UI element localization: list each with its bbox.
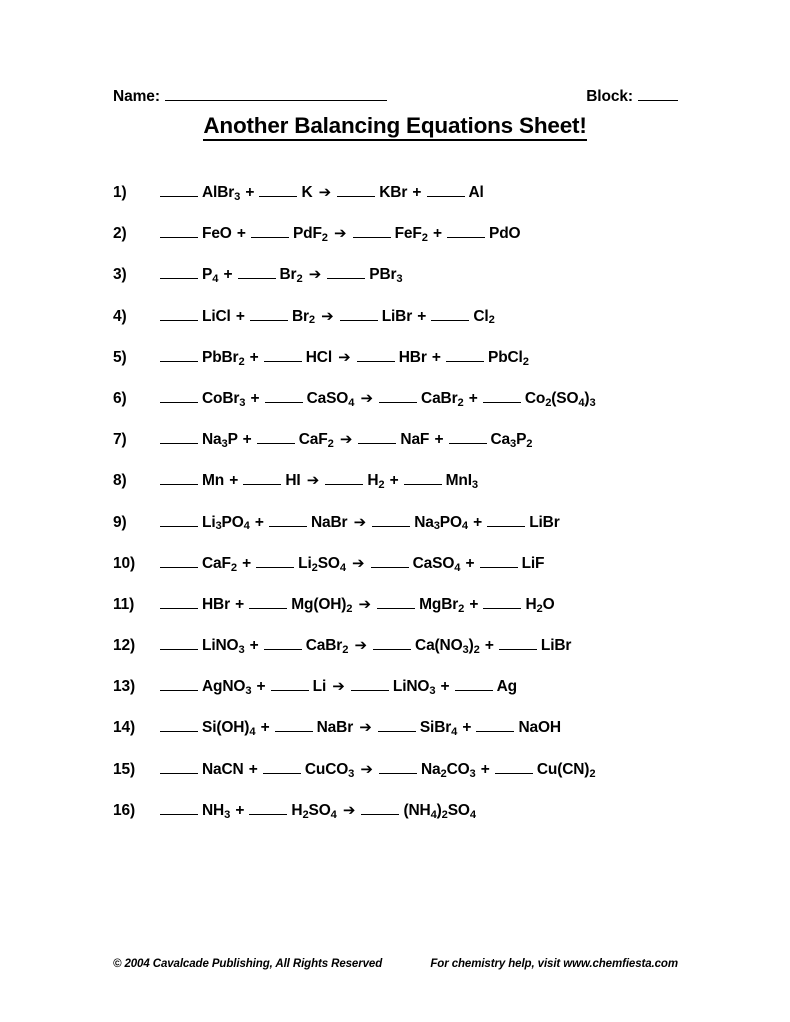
- coefficient-blank[interactable]: [446, 361, 484, 362]
- subscript: 2: [526, 438, 533, 451]
- chemical-formula: MnI$_3$: [445, 472, 478, 492]
- coefficient-blank[interactable]: [250, 320, 288, 321]
- equation-row: [113, 636, 713, 677]
- equation-body: [160, 265, 402, 284]
- subscript: 3: [224, 808, 231, 821]
- equation-body: [160, 718, 561, 737]
- coefficient-blank[interactable]: [249, 608, 287, 609]
- plus-sign: +: [462, 719, 472, 737]
- coefficient-blank[interactable]: [449, 443, 487, 444]
- coefficient-blank[interactable]: [160, 402, 198, 403]
- equation-body: [160, 677, 517, 696]
- subscript: 4: [212, 273, 219, 286]
- coefficient-blank[interactable]: [275, 731, 313, 732]
- coefficient-blank[interactable]: [259, 196, 297, 197]
- equation-row: [113, 389, 713, 430]
- equation-number: 5): [113, 348, 127, 366]
- equation-number: 2): [113, 225, 127, 243]
- equation-number: 9): [113, 513, 127, 531]
- chemical-formula: Ag: [496, 678, 517, 696]
- coefficient-blank[interactable]: [431, 320, 469, 321]
- plus-sign: +: [248, 760, 258, 778]
- subscript: 2: [441, 808, 448, 821]
- coefficient-blank[interactable]: [160, 484, 198, 485]
- coefficient-blank[interactable]: [379, 402, 417, 403]
- chemical-formula: FeF$_2$: [394, 225, 428, 245]
- reaction-arrow-icon: ➔: [308, 265, 322, 284]
- equation-body: [160, 595, 554, 614]
- subscript: 3: [238, 643, 245, 656]
- chemical-formula: $Na_3P$: [202, 431, 238, 451]
- plus-sign: +: [256, 678, 266, 696]
- coefficient-blank[interactable]: [160, 361, 198, 362]
- coefficient-blank[interactable]: [160, 773, 198, 774]
- coefficient-blank[interactable]: [427, 196, 465, 197]
- equation-number: 15): [113, 760, 135, 778]
- chemical-formula: PBr$_3$: [369, 266, 403, 286]
- subscript: 3: [429, 685, 436, 698]
- footer-copyright: © 2004 Cavalcade Publishing, All Rights Reserved: [113, 958, 383, 970]
- equation-body: [160, 554, 544, 573]
- reaction-arrow-icon: ➔: [360, 388, 373, 407]
- coefficient-blank[interactable]: [404, 484, 442, 485]
- plus-sign: +: [236, 225, 246, 243]
- equation-number: 13): [113, 678, 135, 696]
- plus-sign: +: [250, 389, 260, 407]
- reaction-arrow-icon: ➔: [332, 677, 345, 696]
- subscript: 4: [461, 520, 468, 533]
- chemical-formula: $P_4$: [202, 266, 219, 286]
- subscript: 3: [348, 767, 355, 780]
- chemical-formula: $Li_2SO_4$: [298, 554, 346, 574]
- equation-list: [113, 183, 713, 842]
- coefficient-blank[interactable]: [325, 484, 363, 485]
- subscript: 4: [348, 396, 355, 409]
- chemical-formula: HBr: [398, 348, 427, 366]
- coefficient-blank[interactable]: [249, 814, 287, 815]
- coefficient-blank[interactable]: [263, 773, 301, 774]
- chemical-formula: NaOH: [518, 719, 561, 737]
- coefficient-blank[interactable]: [377, 608, 415, 609]
- block-field-group: [586, 88, 678, 106]
- coefficient-blank[interactable]: [257, 443, 295, 444]
- coefficient-blank[interactable]: [256, 567, 294, 568]
- equation-body: [160, 430, 532, 449]
- equation-body: [160, 348, 529, 367]
- chemical-formula: NaCN: [202, 760, 244, 778]
- equation-row: [113, 183, 713, 224]
- coefficient-blank[interactable]: [160, 443, 198, 444]
- coefficient-blank[interactable]: [495, 773, 533, 774]
- subscript: 3: [234, 190, 241, 203]
- subscript: 2: [421, 232, 428, 245]
- coefficient-blank[interactable]: [271, 690, 309, 691]
- reaction-arrow-icon: ➔: [359, 718, 372, 737]
- reaction-arrow-icon: ➔: [339, 430, 353, 449]
- plus-sign: +: [229, 472, 239, 490]
- equation-number: 16): [113, 801, 135, 819]
- plus-sign: +: [242, 554, 251, 572]
- subscript: 2: [589, 767, 596, 780]
- coefficient-blank[interactable]: [487, 526, 525, 527]
- chemical-formula: CaSO$_4$: [306, 389, 355, 409]
- chemical-formula: $Cl_2$: [473, 307, 495, 327]
- block-label: Block:: [586, 88, 633, 105]
- chemical-formula: CaSO$_4$: [412, 554, 461, 574]
- subscript: 3: [215, 520, 222, 533]
- chemical-formula: $Si(OH)_4$: [202, 719, 256, 739]
- chemical-formula: K: [301, 184, 313, 201]
- subscript: 2: [230, 561, 237, 574]
- equation-number: 4): [113, 307, 127, 325]
- coefficient-blank[interactable]: [372, 526, 410, 527]
- page-title-text: Another Balancing Equations Sheet!: [203, 113, 586, 141]
- chemical-formula: LiNO$_3$: [202, 637, 245, 656]
- plus-sign: +: [432, 225, 442, 243]
- subscript: 2: [458, 602, 465, 615]
- subscript: 2: [327, 438, 334, 451]
- subscript: 4: [451, 726, 458, 739]
- equation-number: 12): [113, 637, 135, 655]
- coefficient-blank[interactable]: [160, 278, 198, 279]
- subscript: 3: [510, 438, 517, 451]
- plus-sign: +: [412, 184, 422, 201]
- reaction-arrow-icon: ➔: [354, 636, 367, 655]
- chemical-formula: Li: [312, 678, 327, 696]
- chemical-formula: MgBr$_2$: [419, 595, 465, 615]
- reaction-arrow-icon: ➔: [360, 759, 373, 778]
- coefficient-blank[interactable]: [337, 196, 375, 197]
- chemical-formula: $Na_3PO_4$: [414, 513, 468, 533]
- plus-sign: +: [242, 431, 252, 449]
- plus-sign: +: [235, 595, 245, 613]
- subscript: 3: [239, 396, 246, 409]
- chemical-formula: CaF$_2$: [298, 431, 334, 451]
- plus-sign: +: [480, 760, 490, 778]
- coefficient-blank[interactable]: [483, 608, 521, 609]
- coefficient-blank[interactable]: [351, 690, 389, 691]
- coefficient-blank[interactable]: [160, 196, 198, 197]
- coefficient-blank[interactable]: [480, 567, 518, 568]
- subscript: 4: [454, 561, 461, 574]
- subscript: 4: [339, 561, 346, 574]
- chemical-formula: $Ca_3P_2$: [490, 431, 533, 451]
- chemical-formula: HBr: [202, 595, 230, 613]
- subscript: 2: [545, 396, 552, 409]
- chemical-formula: $Li_3PO_4$: [202, 513, 250, 533]
- plus-sign: +: [235, 307, 245, 325]
- block-blank-line[interactable]: [638, 100, 678, 101]
- reaction-arrow-icon: ➔: [358, 594, 371, 613]
- chemical-formula: LiBr: [529, 513, 560, 531]
- equation-row: [113, 718, 713, 759]
- chemical-formula: $Na_2CO_3$: [421, 760, 476, 780]
- subscript: 4: [430, 808, 437, 821]
- equation-row: [113, 430, 713, 471]
- subscript: 3: [433, 520, 440, 533]
- chemical-formula: $Co_2(SO_4)_3$: [524, 389, 596, 409]
- equation-row: [113, 471, 713, 512]
- coefficient-blank[interactable]: [357, 361, 395, 362]
- chemical-formula: Mn: [202, 472, 225, 490]
- subscript: 3: [469, 767, 476, 780]
- chemical-formula: PdO: [489, 225, 521, 243]
- coefficient-blank[interactable]: [379, 773, 417, 774]
- coefficient-blank[interactable]: [265, 402, 303, 403]
- coefficient-blank[interactable]: [238, 278, 276, 279]
- chemical-formula: NaBr: [316, 719, 354, 737]
- coefficient-blank[interactable]: [251, 237, 289, 238]
- reaction-arrow-icon: ➔: [334, 224, 347, 243]
- equation-number: 1): [113, 184, 127, 201]
- chemical-formula: HI: [285, 472, 301, 490]
- subscript: 2: [536, 602, 543, 615]
- subscript: 2: [311, 561, 318, 574]
- plus-sign: +: [417, 307, 427, 325]
- coefficient-blank[interactable]: [160, 320, 198, 321]
- reaction-arrow-icon: ➔: [318, 183, 332, 201]
- plus-sign: +: [473, 513, 483, 531]
- coefficient-blank[interactable]: [264, 361, 302, 362]
- subscript: 4: [330, 808, 337, 821]
- chemical-formula: $H_2SO_4$: [291, 801, 337, 821]
- equation-number: 14): [113, 719, 135, 737]
- equation-body: [160, 307, 495, 326]
- subscript: 3: [471, 479, 478, 492]
- plus-sign: +: [389, 472, 399, 490]
- chemical-formula: LiF: [521, 554, 545, 572]
- equation-body: [160, 513, 560, 532]
- chemical-formula: $Ca(NO_3)_2$: [415, 637, 480, 656]
- chemical-formula: $Br_2$: [291, 307, 315, 327]
- plus-sign: +: [465, 554, 475, 572]
- equation-number: 6): [113, 389, 127, 407]
- chemical-formula: LiBr: [381, 307, 413, 325]
- name-label: Name:: [113, 88, 160, 105]
- chemical-formula: CuCO$_3$: [304, 760, 355, 780]
- plus-sign: +: [235, 801, 245, 819]
- chemical-formula: CoBr$_3$: [202, 389, 246, 409]
- chemical-formula: $(NH_4)_2SO_4$: [403, 801, 476, 821]
- plus-sign: +: [245, 184, 255, 201]
- subscript: 2: [488, 314, 495, 327]
- equation-body: [160, 801, 476, 820]
- reaction-arrow-icon: ➔: [342, 800, 356, 819]
- chemical-formula: LiNO$_3$: [392, 678, 436, 698]
- subscript: 2: [342, 643, 349, 656]
- coefficient-blank[interactable]: [160, 649, 198, 650]
- equation-number: 10): [113, 554, 135, 572]
- chemical-formula: CaBr$_2$: [421, 389, 464, 409]
- chemical-formula: LiBr: [540, 637, 572, 655]
- chemical-formula: LiCl: [202, 307, 231, 325]
- coefficient-blank[interactable]: [483, 402, 521, 403]
- name-blank-line[interactable]: [165, 100, 387, 101]
- reaction-arrow-icon: ➔: [321, 306, 334, 325]
- subscript: 2: [457, 396, 464, 409]
- coefficient-blank[interactable]: [160, 237, 198, 238]
- plus-sign: +: [468, 389, 478, 407]
- equation-body: [160, 183, 484, 202]
- subscript: 3: [396, 273, 403, 286]
- equation-row: [113, 760, 713, 801]
- equation-row: [113, 554, 713, 595]
- coefficient-blank[interactable]: [160, 814, 198, 815]
- coefficient-blank[interactable]: [160, 608, 198, 609]
- equation-row: [113, 265, 713, 306]
- equation-row: [113, 307, 713, 348]
- coefficient-blank[interactable]: [160, 690, 198, 691]
- plus-sign: +: [260, 719, 270, 737]
- subscript: 3: [589, 396, 596, 409]
- chemical-formula: SiBr$_4$: [419, 719, 458, 739]
- chemical-formula: $Cu(CN)_2$: [536, 760, 596, 780]
- coefficient-blank[interactable]: [371, 567, 409, 568]
- coefficient-blank[interactable]: [358, 443, 396, 444]
- equation-row: [113, 801, 713, 842]
- equation-row: [113, 677, 713, 718]
- subscript: 2: [296, 273, 303, 286]
- subscript: 4: [578, 396, 585, 409]
- footer-help: For chemistry help, visit www.chemfiesta.com: [430, 958, 678, 970]
- equation-body: [160, 636, 571, 655]
- subscript: 3: [245, 685, 252, 698]
- coefficient-blank[interactable]: [476, 731, 514, 732]
- coefficient-blank[interactable]: [327, 278, 365, 279]
- reaction-arrow-icon: ➔: [338, 347, 351, 366]
- plus-sign: +: [223, 266, 233, 284]
- plus-sign: +: [249, 348, 259, 366]
- chemical-formula: $Mg(OH)_2$: [291, 595, 353, 615]
- plus-sign: +: [469, 595, 479, 613]
- chemical-formula: FeO: [202, 225, 232, 243]
- coefficient-blank[interactable]: [499, 649, 537, 650]
- equation-number: 8): [113, 472, 127, 490]
- chemical-formula: $NH_3$: [202, 801, 231, 821]
- subscript: 4: [469, 808, 476, 821]
- equation-row: [113, 513, 713, 554]
- equation-number: 3): [113, 266, 127, 284]
- chemical-formula: NaF: [400, 431, 430, 449]
- coefficient-blank[interactable]: [160, 731, 198, 732]
- plus-sign: +: [434, 431, 444, 449]
- equation-body: [160, 760, 595, 779]
- equation-row: [113, 348, 713, 389]
- coefficient-blank[interactable]: [353, 237, 391, 238]
- chemical-formula: HCl: [305, 348, 332, 366]
- plus-sign: +: [484, 637, 494, 655]
- subscript: 2: [321, 232, 328, 245]
- chemical-formula: $H_2O$: [525, 595, 555, 615]
- reaction-arrow-icon: ➔: [352, 553, 365, 572]
- coefficient-blank[interactable]: [269, 526, 307, 527]
- coefficient-blank[interactable]: [160, 567, 198, 568]
- coefficient-blank[interactable]: [264, 649, 302, 650]
- plus-sign: +: [440, 678, 450, 696]
- coefficient-blank[interactable]: [455, 690, 493, 691]
- coefficient-blank[interactable]: [243, 484, 281, 485]
- chemical-formula: $Br_2$: [279, 266, 303, 286]
- coefficient-blank[interactable]: [447, 237, 485, 238]
- subscript: 2: [302, 808, 309, 821]
- page-footer: [113, 958, 678, 970]
- subscript: 3: [462, 643, 469, 656]
- subscript: 4: [243, 520, 250, 533]
- subscript: 3: [221, 438, 228, 451]
- equation-body: [160, 471, 478, 490]
- subscript: 2: [346, 602, 353, 615]
- chemical-formula: PbCl$_2$: [488, 348, 529, 368]
- coefficient-blank[interactable]: [378, 731, 416, 732]
- equation-row: [113, 224, 713, 265]
- subscript: 2: [440, 767, 447, 780]
- subscript: 2: [378, 479, 385, 492]
- reaction-arrow-icon: ➔: [353, 512, 367, 531]
- name-field-group: [113, 88, 387, 106]
- chemical-formula: CaBr$_2$: [305, 637, 349, 656]
- chemical-formula: $H_2$: [367, 472, 385, 492]
- plus-sign: +: [431, 348, 441, 366]
- chemical-formula: CaF$_2$: [202, 554, 237, 574]
- plus-sign: +: [254, 513, 264, 531]
- equation-body: [160, 224, 520, 243]
- chemical-formula: AgNO$_3$: [202, 678, 252, 698]
- coefficient-blank[interactable]: [361, 814, 399, 815]
- coefficient-blank[interactable]: [160, 526, 198, 527]
- equation-row: [113, 595, 713, 636]
- header-fields: [113, 88, 678, 106]
- subscript: 2: [238, 355, 245, 368]
- chemical-formula: NaBr: [310, 513, 348, 531]
- equation-number: 11): [113, 595, 135, 613]
- reaction-arrow-icon: ➔: [306, 471, 320, 490]
- chemical-formula: Al: [468, 184, 484, 201]
- coefficient-blank[interactable]: [340, 320, 378, 321]
- plus-sign: +: [249, 637, 259, 655]
- equation-number: 7): [113, 431, 127, 449]
- subscript: 2: [473, 643, 480, 656]
- chemical-formula: PbBr$_2$: [202, 348, 245, 368]
- subscript: 2: [308, 314, 315, 327]
- chemical-formula: KBr: [379, 184, 408, 201]
- subscript: 2: [522, 355, 529, 368]
- subscript: 4: [249, 726, 256, 739]
- chemical-formula: AlBr$_3$: [202, 184, 241, 203]
- equation-body: [160, 389, 596, 408]
- coefficient-blank[interactable]: [373, 649, 411, 650]
- chemical-formula: PdF$_2$: [292, 225, 328, 245]
- page-title: [0, 113, 790, 139]
